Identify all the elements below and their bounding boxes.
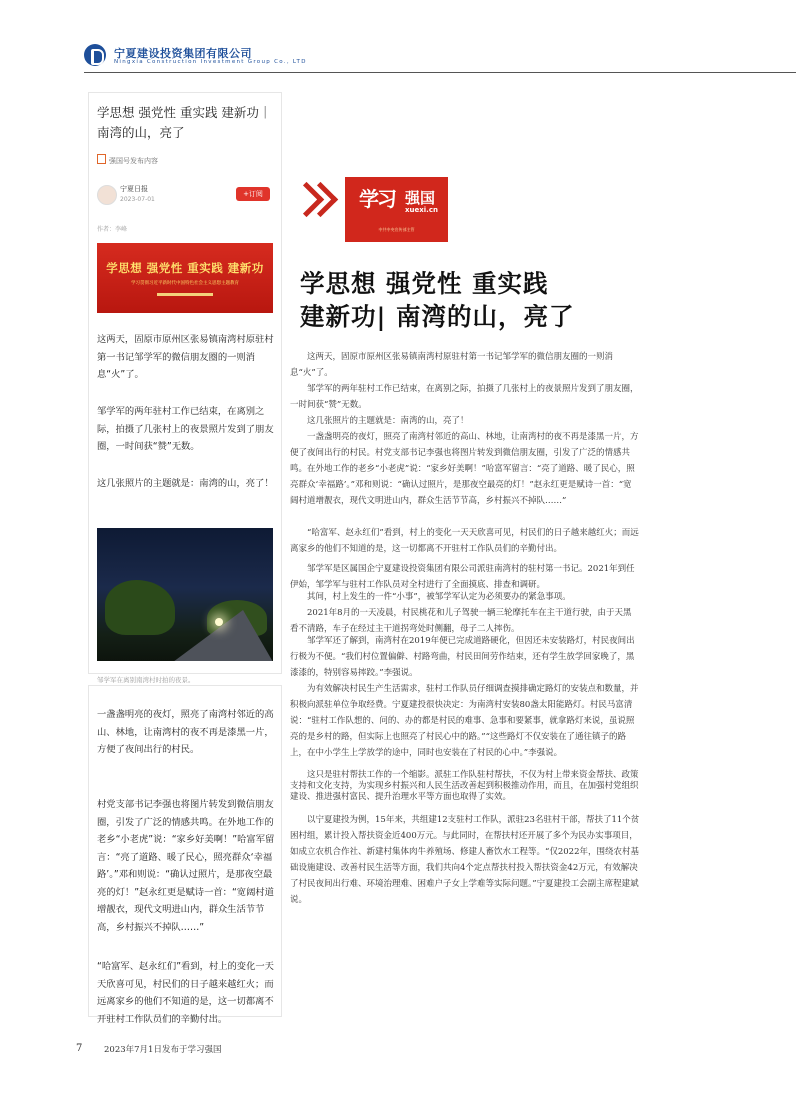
xuexi-qiangguo-logo: 学习 强国 xuexi.cn 中共中央宣传部主管 — [345, 177, 448, 242]
source-icon — [97, 154, 106, 164]
article-title: 学思想 强党性 重实践 建新功｜南湾的山，亮了 — [97, 105, 272, 140]
body-paragraph: 2021年8月的一天凌晨，村民桃花和儿子驾驶一辆三轮摩托车在主干道行驶，由于天黑看不清路，车子在经过主干道拐弯处时侧翻，母子二人摔伤。 — [290, 608, 632, 634]
article-paragraph: 邹学军的两年驻村工作已结束，在离别之际，拍摄了几张村上的夜景照片发到了朋友圈，一时间获“赞”无数。 — [97, 406, 274, 452]
article-paragraph: 这两天，固原市原州区张易镇南湾村原驻村第一书记邹学军的微信朋友圈的一则消息“火”了。 — [97, 334, 274, 380]
body-paragraph: 一盏盏明亮的夜灯，照亮了南湾村邻近的高山、林地，让南湾村的夜不再是漆黑一片，方便了夜间出行的村民。村党支部书记李强也将图片转发到微信朋友圈，引发了广泛的情感共鸣。在外地工作的老乡“小老虎”说：“家乡好美啊！”哈富军留言：“亮了道路、暖了民心，照亮群众‘幸福路’。”邓和则说：“确认过照片，是那夜空最亮的灯！”赵永红更是赋诗一首：“宽阔村道增靓衣，现代文明进山内，群众生活节节高，乡村振兴不掉队……” — [290, 432, 639, 506]
body-paragraph: 其间，村上发生的一件“小事”，被邹学军认定为必须要办的紧急事项。 — [307, 592, 571, 602]
body-paragraph: 这只是驻村帮扶工作的一个缩影。派驻工作队驻村帮扶，不仅为村上带来资金帮扶、政策支持和文化支持，为实现乡村振兴和人民生活改善起到积极推动作用，而且，在加强村党组织建设、推进强村富民、提升治理水平等方面也取得了实效。 — [290, 770, 639, 802]
chevron-arrows-icon — [298, 177, 338, 217]
tiananmen-icon — [157, 293, 213, 313]
source-label: 强国号发布内容 — [97, 154, 158, 166]
photo-caption: 邹学军在离别南湾村时拍的夜景。 — [97, 676, 195, 684]
article-paragraph: 村党支部书记李强也将图片转发到微信朋友圈，引发了广泛的情感共鸣。在外地工作的老乡“小老虎”说：“家乡好美啊！”哈富军留言：“亮了道路、暖了民心，照亮群众‘幸福路’。”邓和则说：“确认过照片，是那夜空最亮的灯！”赵永红更是赋诗一首：“宽阔村道增靓衣，现代文明进山内，群众生活节节高，乡村振兴不掉队……” — [97, 799, 275, 933]
banner-subtitle: 学习贯彻习近平新时代中国特色社会主义思想主题教育 — [131, 281, 239, 286]
body-paragraph: 邹学军的两年驻村工作已结束，在离别之际，拍摄了几张村上的夜景照片发到了朋友圈，一时间获“赞”无数。 — [290, 384, 639, 410]
subscribe-button[interactable]: +订阅 — [236, 187, 270, 201]
body-paragraph: 为有效解决村民生产生活需求，驻村工作队员仔细调查摸排确定路灯的安装点和数量，并积极向派驻单位争取经费。宁夏建投很快决定：为南湾村安装80盏太阳能路灯。村民马富清说：“驻村工作队想的、问的、办的都是村民的难事、急事和要紧事，就拿路灯来说，虽说照亮的是乡村的路，但实际上也照亮了村民心中的路。”“这些路灯不仅安装在了通往镇子的路上，在中小学生上学放学的途中，同时也安装在了村民的心中。”李强说。 — [290, 684, 639, 758]
author-label: 作者：李峰 — [97, 226, 128, 233]
magazine-title: 学思想 强党性 重实践 建新功| 南湾的山，亮了 — [300, 269, 575, 331]
body-paragraph: “哈富军、赵永红们”看到，村上的变化一天天欣喜可见，村民们的日子越来越红火；而远离家乡的他们不知道的是，这一切都离不开驻村工作队员们的辛勤付出。 — [290, 528, 639, 554]
body-paragraph: 这几张照片的主题就是：南湾的山，亮了！ — [307, 416, 469, 426]
article-screenshot-continued — [89, 686, 281, 1025]
page-header — [0, 0, 800, 76]
street-lamp-icon — [215, 618, 223, 626]
body-paragraph: 邹学军是区属国企宁夏建设投资集团有限公司派驻南湾村的驻村第一书记。2021年到任伊始，邹学军与驻村工作队员对全村进行了全面摸底、排查和调研。 — [290, 564, 635, 590]
article-screenshot — [89, 93, 281, 673]
company-name-cn: 宁夏建设投资集团有限公司 — [114, 47, 252, 60]
body-paragraph: 以宁夏建投为例，15年来，共组建12支驻村工作队，派驻23名驻村干部，帮扶了11个贫困村组，累计投入帮扶资金近400万元。与此同时，在帮扶村还开展了多个为民办实事项目，如成立农机合作社、新建村集体肉牛养殖场、修建人畜饮水工程等。“仅2022年，围绕农村基础设施建设、改善村民生活等方面，我们共向4个定点帮扶村投入帮扶资金42万元，有效解决了村民夜间出行难、环境治理难、困难户子女上学难等实际问题。”宁夏建投工会副主席程建斌说。 — [290, 815, 640, 905]
publication-note: 2023年7月1日发布于学习强国 — [104, 1045, 222, 1055]
banner-title: 学思想 强党性 重实践 建新功 — [106, 261, 264, 275]
article-paragraph: 一盏盏明亮的夜灯，照亮了南湾村邻近的高山、林地，让南湾村的夜不再是漆黑一片，方便了夜间出行的村民。 — [97, 709, 274, 755]
publish-date: 2023-07-01 — [120, 196, 155, 203]
body-paragraph: 邹学军还了解到，南湾村在2019年便已完成道路硬化，但因还未安装路灯，村民夜间出行极为不便。“我们村位置偏僻、村路弯曲，村民田间劳作结束，还有学生放学回家晚了，黑漆漆的，特别容易摔跤。”李强说。 — [290, 636, 635, 678]
theme-banner — [97, 243, 273, 313]
publisher-name[interactable]: 宁夏日报 — [120, 185, 148, 193]
night-road-photo[interactable] — [97, 528, 273, 661]
body-paragraph: 这两天，固原市原州区张易镇南湾村原驻村第一书记邹学军的微信朋友圈的一则消息“火”了。 — [290, 352, 614, 378]
header-divider — [84, 72, 796, 73]
page-number: 7 — [76, 1043, 83, 1054]
publisher-avatar[interactable] — [97, 185, 117, 205]
article-paragraph: “哈富军、赵永红们”看到，村上的变化一天天欣喜可见，村民们的日子越来越红火；而远离家乡的他们不知道的是，这一切都离不开驻村工作队员们的辛勤付出。 — [97, 961, 274, 1025]
company-logo-icon — [84, 44, 106, 66]
article-paragraph: 这几张照片的主题就是：南湾的山，亮了！ — [97, 478, 274, 489]
company-name-en: Ningxia Construction Investment Group Co., LTD — [114, 59, 307, 65]
